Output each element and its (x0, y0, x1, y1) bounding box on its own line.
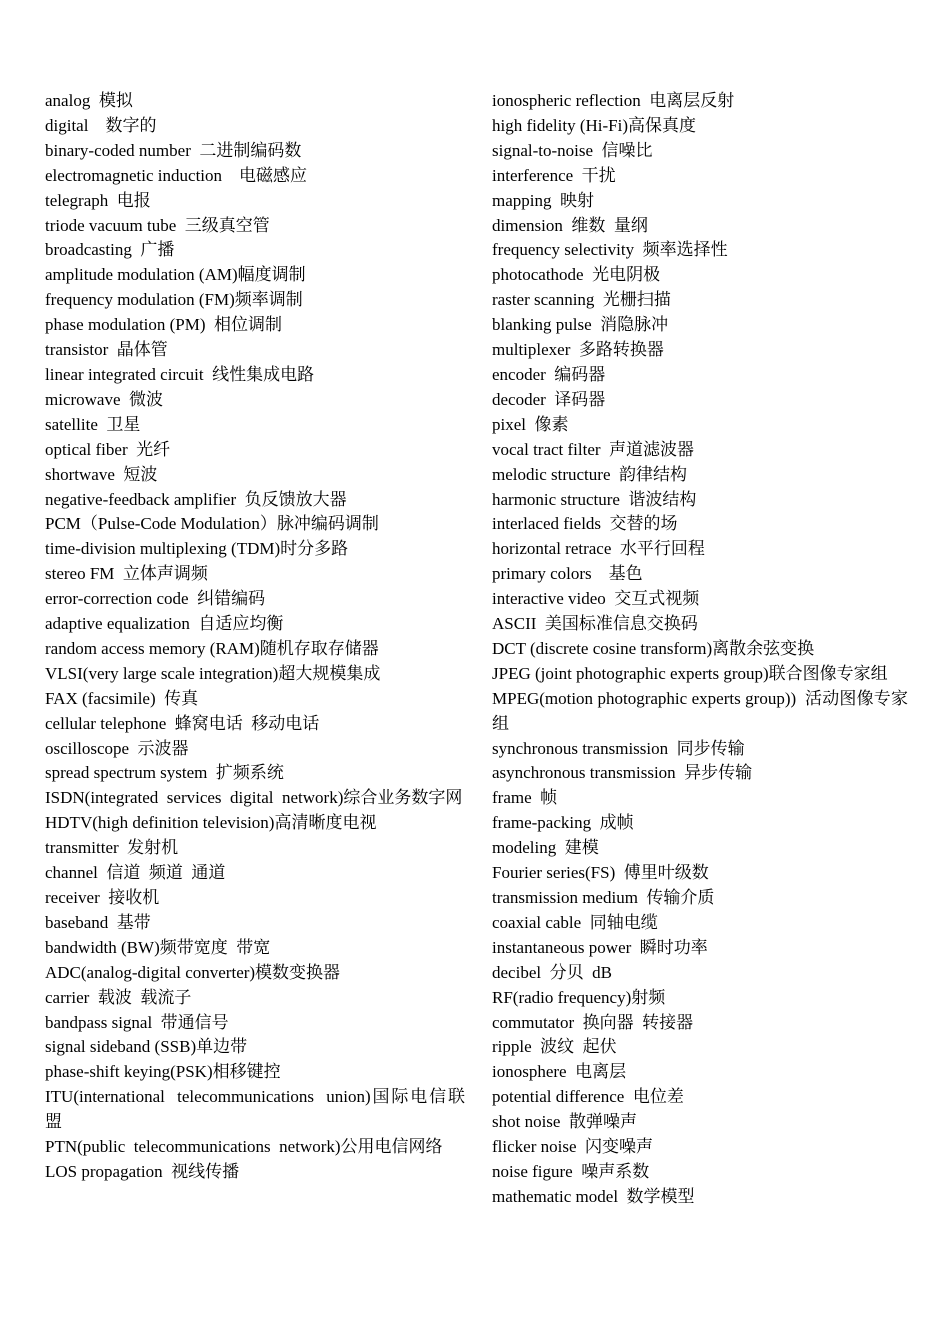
glossary-entry: blanking pulse 消隐脉冲 (492, 315, 669, 335)
glossary-entry: MPEG(motion photographic experts group)) 活动图像专家组 (492, 688, 908, 733)
glossary-entry: asynchronous transmission 异步传输 (492, 763, 753, 783)
glossary-entry: frame-packing 成帧 (492, 813, 634, 833)
glossary-entry: PTN(public telecommunications network)公用电信网络 (45, 1137, 443, 1157)
glossary-entry: bandpass signal 带通信号 (45, 1012, 229, 1032)
glossary-entry: binary-coded number 二进制编码数 (45, 140, 302, 160)
glossary-entry: instantaneous power 瞬时功率 (492, 937, 708, 957)
left-glossary-column (45, 89, 465, 1185)
glossary-entry: optical fiber 光纤 (45, 439, 171, 459)
glossary-entry: ionosphere 电离层 (492, 1062, 627, 1082)
glossary-entry: photocathode 光电阴极 (492, 265, 661, 285)
glossary-entry: random access memory (RAM)随机存取存储器 (45, 638, 379, 658)
glossary-entry: signal sideband (SSB)单边带 (45, 1037, 248, 1057)
glossary-entry: negative-feedback amplifier 负反馈放大器 (45, 489, 347, 509)
glossary-entry: potential difference 电位差 (492, 1087, 684, 1107)
glossary-entry: digital 数字的 (45, 115, 157, 135)
glossary-entry: multiplexer 多路转换器 (492, 340, 664, 360)
glossary-entry: noise figure 噪声系数 (492, 1161, 650, 1181)
glossary-entry: modeling 建模 (492, 838, 599, 858)
glossary-entry: cellular telephone 蜂窝电话 移动电话 (45, 713, 320, 733)
glossary-entry: raster scanning 光栅扫描 (492, 290, 671, 310)
glossary-entry: coaxial cable 同轴电缆 (492, 912, 658, 932)
glossary-entry: ionospheric reflection 电离层反射 (492, 91, 735, 110)
glossary-entry: harmonic structure 谐波结构 (492, 489, 697, 509)
glossary-entry: ITU(international telecommunications union)国际电信联盟 (45, 1087, 465, 1132)
glossary-entry: frame 帧 (492, 788, 558, 808)
glossary-entry: triode vacuum tube 三级真空管 (45, 215, 270, 235)
glossary-entry: signal-to-noise 信噪比 (492, 140, 653, 160)
glossary-entry: adaptive equalization 自适应均衡 (45, 614, 284, 634)
glossary-entry: satellite 卫星 (45, 414, 141, 434)
glossary-entry: broadcasting 广播 (45, 240, 175, 260)
glossary-entry: pixel 像素 (492, 414, 569, 434)
glossary-entry: error-correction code 纠错编码 (45, 589, 266, 609)
glossary-entry: high fidelity (Hi-Fi)高保真度 (492, 115, 696, 135)
glossary-entry: commutator 换向器 转接器 (492, 1012, 694, 1032)
glossary-entry: VLSI(very large scale integration)超大规模集成 (45, 663, 381, 683)
glossary-entry: transistor 晶体管 (45, 340, 168, 360)
glossary-entry: LOS propagation 视线传播 (45, 1161, 240, 1181)
glossary-entry: amplitude modulation (AM)幅度调制 (45, 265, 306, 285)
glossary-entry: mapping 映射 (492, 190, 594, 210)
glossary-entry: decibel 分贝 dB (492, 962, 612, 982)
glossary-entry: spread spectrum system 扩频系统 (45, 763, 284, 783)
glossary-entry: PCM（Pulse-Code Modulation）脉冲编码调制 (45, 514, 379, 534)
glossary-entry: ISDN(integrated services digital network)综合业务数字网 (45, 788, 463, 808)
glossary-entry: linear integrated circuit 线性集成电路 (45, 364, 315, 384)
glossary-entry: HDTV(high definition television)高清晰度电视 (45, 813, 377, 833)
glossary-entry: electromagnetic induction 电磁感应 (45, 165, 308, 185)
glossary-entry: bandwidth (BW)频带宽度 带宽 (45, 937, 271, 957)
glossary-entry: frequency modulation (FM)频率调制 (45, 290, 303, 310)
glossary-entry: flicker noise 闪变噪声 (492, 1137, 653, 1157)
glossary-entry: transmission medium 传输介质 (492, 888, 715, 907)
glossary-entry: ripple 波纹 起伏 (492, 1037, 617, 1057)
right-glossary-column (492, 89, 908, 1210)
glossary-entry: analog 模拟 (45, 91, 133, 110)
glossary-entry: interlaced fields 交替的场 (492, 514, 678, 534)
glossary-entry: decoder 译码器 (492, 389, 606, 409)
glossary-entry: shortwave 短波 (45, 464, 158, 484)
glossary-entry: time-division multiplexing (TDM)时分多路 (45, 539, 349, 559)
glossary-entry: encoder 编码器 (492, 364, 606, 384)
glossary-entry: vocal tract filter 声道滤波器 (492, 439, 695, 459)
glossary-entry: baseband 基带 (45, 912, 151, 932)
glossary-entry: melodic structure 韵律结构 (492, 464, 687, 484)
glossary-entry: ASCII 美国标准信息交换码 (492, 614, 698, 634)
glossary-entry: synchronous transmission 同步传输 (492, 738, 745, 758)
glossary-entry: phase-shift keying(PSK)相移键控 (45, 1062, 281, 1082)
glossary-entry: microwave 微波 (45, 389, 164, 409)
glossary-entry: dimension 维数 量纲 (492, 215, 648, 235)
glossary-entry: channel 信道 频道 通道 (45, 863, 226, 883)
glossary-entry: frequency selectivity 频率选择性 (492, 240, 728, 260)
glossary-entry: shot noise 散弹噪声 (492, 1112, 637, 1132)
glossary-entry: stereo FM 立体声调频 (45, 564, 208, 584)
glossary-entry: horizontal retrace 水平行回程 (492, 539, 705, 559)
glossary-entry: carrier 载波 载流子 (45, 987, 192, 1007)
glossary-entry: ADC(analog-digital converter)模数变换器 (45, 962, 341, 982)
glossary-entry: receiver 接收机 (45, 888, 160, 907)
glossary-entry: mathematic model 数学模型 (492, 1186, 695, 1206)
glossary-entry: DCT (discrete cosine transform)离散余弦变换 (492, 638, 815, 658)
glossary-entry: primary colors 基色 (492, 564, 643, 584)
glossary-entry: interference 干扰 (492, 165, 616, 185)
glossary-entry: Fourier series(FS) 傅里叶级数 (492, 863, 709, 883)
glossary-entry: JPEG (joint photographic experts group)联合图像专家组 (492, 663, 888, 683)
glossary-entry: RF(radio frequency)射频 (492, 987, 666, 1007)
glossary-entry: telegraph 电报 (45, 190, 151, 210)
glossary-entry: oscilloscope 示波器 (45, 738, 189, 758)
glossary-entry: transmitter 发射机 (45, 838, 179, 858)
glossary-entry: interactive video 交互式视频 (492, 589, 700, 609)
glossary-entry: FAX (facsimile) 传真 (45, 688, 199, 708)
glossary-entry: phase modulation (PM) 相位调制 (45, 315, 283, 335)
